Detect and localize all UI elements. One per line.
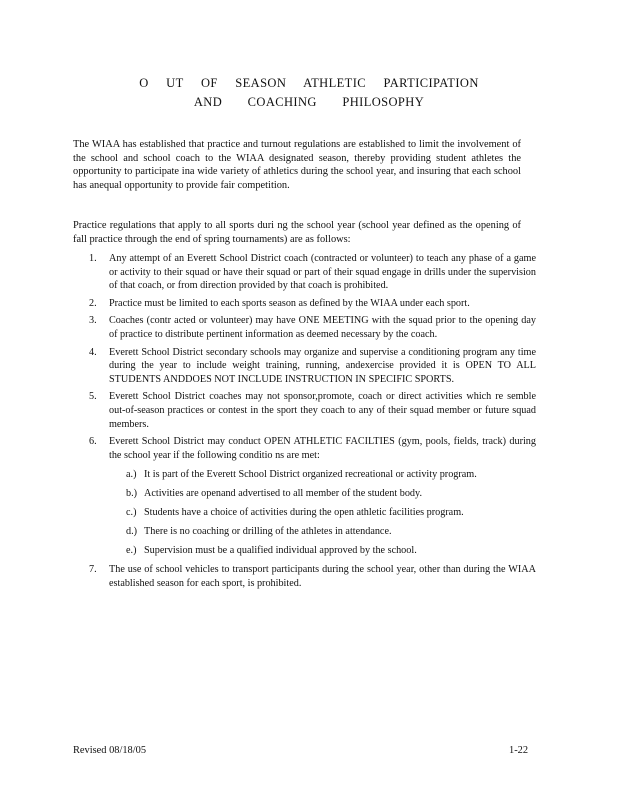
condition-letter: b.) bbox=[126, 488, 138, 500]
list-item bbox=[73, 435, 536, 558]
condition-letter: c.) bbox=[126, 507, 137, 519]
condition-letter: e.) bbox=[126, 545, 137, 557]
item-number: 5. bbox=[89, 391, 97, 403]
item-number: 3. bbox=[89, 315, 97, 327]
item-number: 1. bbox=[89, 253, 97, 264]
item-text: Practice must be limited to each sports season as defined by the WIAA under each sport. bbox=[109, 297, 470, 309]
condition-item bbox=[109, 506, 536, 520]
item-text: Coaches (contr acted or volunteer) may have ONE MEETING with the squad prior to the opening day of practice to distribute pertinent information as deemed necessary by the coach. bbox=[109, 315, 536, 340]
revised-date: Revised 08/18/05 bbox=[73, 745, 147, 756]
condition-text: Students have a choice of activities during the open athletic facilities program. bbox=[144, 507, 464, 519]
intro-paragraph: The WIAA has established that practice and turnout regulations are established to limit the involvement of the school and school coach to the WIAA designated season, thereby providing student athletes the opportunity to participate ina wide variety of athletics during the school year, and insuring that each school has anequal opportunity to provide fair competition. bbox=[73, 139, 521, 191]
page-title-line-2: AND COACHING PHILOSOPHY bbox=[193, 95, 425, 109]
item-text: Everett School District secondary schools may organize and supervise a conditioning program any time during the year to include weight training, running, andexercise provided it is OPEN TO ALL STUDENTS ANDDOES NOT INCLUDE INSTRUCTION IN SPECIFIC SPORTS. bbox=[109, 346, 536, 385]
list-item bbox=[73, 252, 536, 293]
list-item bbox=[73, 563, 536, 590]
condition-item bbox=[109, 468, 536, 482]
condition-text: Activities are openand advertised to all member of the student body. bbox=[144, 488, 422, 500]
item-number: 7. bbox=[89, 564, 97, 576]
item-text: Everett School District may conduct OPEN ATHLETIC FACILTIES (gym, pools, fields, track) during the school year if the following conditio ns are met: bbox=[109, 436, 536, 461]
condition-letter: d.) bbox=[126, 526, 138, 538]
regulations-list bbox=[73, 252, 536, 594]
condition-item bbox=[109, 487, 536, 501]
list-item bbox=[73, 314, 536, 341]
item-text: Everett School District coaches may not sponsor,promote, coach or direct activities which re semble out-of-season practices or contest in the sport they coach to any of their squad member or future squad members. bbox=[109, 391, 536, 430]
condition-text: Supervision must be a qualified individual approved by the school. bbox=[144, 545, 417, 557]
condition-text: It is part of the Everett School District organized recreational or activity program. bbox=[144, 469, 477, 481]
condition-letter: a.) bbox=[126, 469, 137, 481]
item-text: Any attempt of an Everett School District coach (contracted or volunteer) to teach any phase of a game or activity to their squad or have their squad or part of their squad engage in drills under the supervision of that coach, or from direction provided by that coach is prohibited. bbox=[109, 253, 536, 292]
regulations-intro-paragraph: Practice regulations that apply to all sports duri ng the school year (school year defined as the opening of fall practice through the end of spring tournaments) are as follows: bbox=[73, 220, 521, 245]
page-title-line-1: O UT OF SEASON ATHLETIC PARTICIPATION bbox=[139, 76, 479, 90]
item-number: 6. bbox=[89, 436, 97, 448]
item-text: The use of school vehicles to transport participants during the school year, other than during the WIAA established season for each sport, is prohibited. bbox=[109, 564, 536, 589]
condition-text: There is no coaching or drilling of the athletes in attendance. bbox=[144, 526, 392, 538]
condition-item bbox=[109, 525, 536, 539]
item-number: 4. bbox=[89, 346, 97, 358]
list-item bbox=[73, 390, 536, 431]
page-number: 1-22 bbox=[509, 745, 529, 756]
condition-item bbox=[109, 544, 536, 558]
conditions-list bbox=[109, 468, 536, 558]
item-number: 2. bbox=[89, 297, 97, 309]
list-item bbox=[73, 346, 536, 387]
list-item bbox=[73, 297, 536, 311]
